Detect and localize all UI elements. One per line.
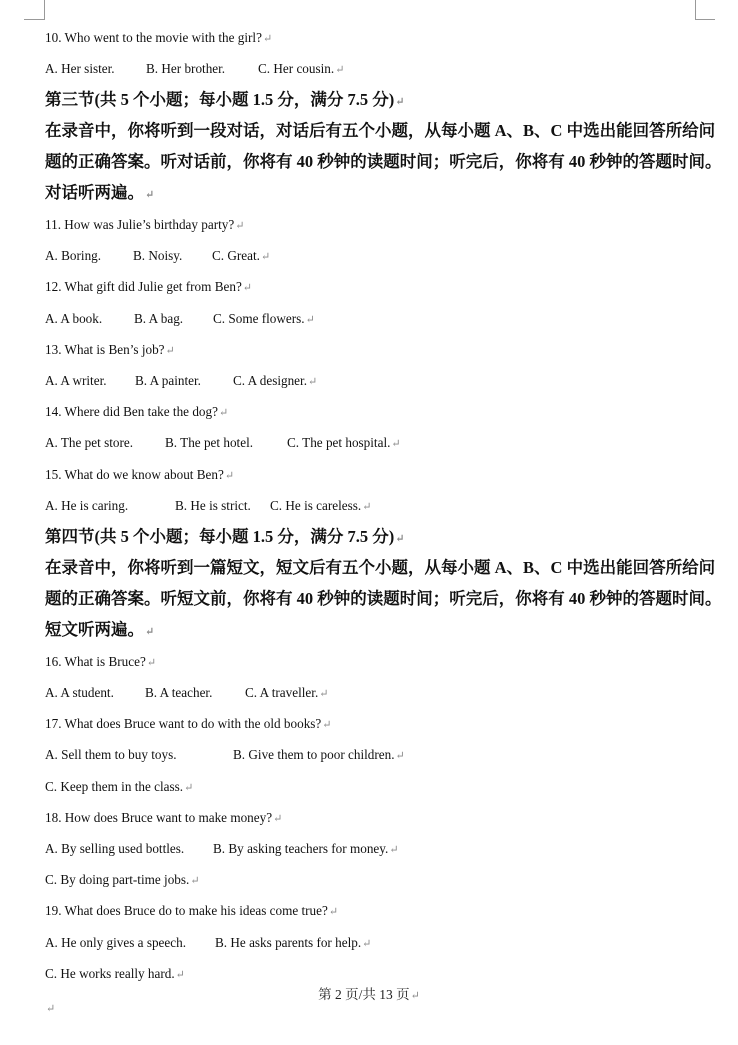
options-12: A. A book. B. A bag. C. Some flowers.↵ [45, 311, 315, 326]
section-3-instruction-line1: 在录音中，你将听到一段对话，对话后有五个小题，从每小题 A、B、C 中选出能回答所给问 [45, 121, 716, 140]
options-14: A. The pet store. B. The pet hotel. C. The pet hospital.↵ [45, 435, 401, 450]
question-12: 12. What gift did Julie get from Ben?↵ [45, 279, 253, 294]
question-15: 15. What do we know about Ben?↵ [45, 467, 235, 482]
crop-mark-right-v [695, 0, 696, 20]
crop-mark-right-h [695, 19, 715, 20]
options-11: A. Boring. B. Noisy. C. Great.↵ [45, 248, 271, 263]
crop-mark-left-h [24, 19, 44, 20]
question-14: 14. Where did Ben take the dog?↵ [45, 404, 229, 419]
question-11: 11. How was Julie’s birthday party?↵ [45, 217, 245, 232]
options-18-line1: A. By selling used bottles. B. By asking teachers for money.↵ [45, 841, 399, 856]
options-18-line2: C. By doing part-time jobs.↵ [45, 872, 200, 887]
options-15: A. He is caring. B. He is strict. C. He is careless.↵ [45, 498, 372, 513]
trailing-paragraph-mark: ↵ [46, 1003, 56, 1015]
section-3-instruction-line2: 题的正确答案。听对话前，你将有 40 秒钟的读题时间；听完后，你将有 40 秒钟的答题时间。 [45, 152, 722, 171]
question-10: 10. Who went to the movie with the girl?↵ [45, 30, 273, 45]
options-13: A. A writer. B. A painter. C. A designer.↵ [45, 373, 318, 388]
section-4-instruction-line1: 在录音中，你将听到一篇短文，短文后有五个小题，从每小题 A、B、C 中选出能回答所给问 [45, 558, 716, 577]
section-4-heading: 第四节(共 5 个小题；每小题 1.5 分，满分 7.5 分)↵ [45, 527, 405, 546]
section-3-heading: 第三节(共 5 个小题；每小题 1.5 分，满分 7.5 分)↵ [45, 90, 405, 109]
options-17-line2: C. Keep them in the class.↵ [45, 779, 194, 794]
options-16: A. A student. B. A teacher. C. A traveller.↵ [45, 685, 329, 700]
section-4-instruction-line3: 短文听两遍。↵ [45, 620, 155, 639]
question-16: 16. What is Bruce?↵ [45, 654, 157, 669]
question-17: 17. What does Bruce want to do with the old books?↵ [45, 716, 332, 731]
page-footer: 第 2 页/共 13 页↵ [318, 987, 420, 1002]
options-19-line1: A. He only gives a speech. B. He asks parents for help.↵ [45, 935, 372, 950]
question-19: 19. What does Bruce do to make his ideas come true?↵ [45, 903, 339, 918]
options-17-line1: A. Sell them to buy toys. B. Give them to poor children.↵ [45, 747, 405, 762]
question-13: 13. What is Ben’s job?↵ [45, 342, 175, 357]
options-19-line2: C. He works really hard.↵ [45, 966, 185, 981]
crop-mark-left-v [44, 0, 45, 20]
section-4-instruction-line2: 题的正确答案。听短文前，你将有 40 秒钟的读题时间；听完后，你将有 40 秒钟的答题时间。 [45, 589, 722, 608]
question-18: 18. How does Bruce want to make money?↵ [45, 810, 283, 825]
section-3-instruction-line3: 对话听两遍。↵ [45, 183, 155, 202]
options-10: A. Her sister. B. Her brother. C. Her cousin.↵ [45, 61, 345, 76]
